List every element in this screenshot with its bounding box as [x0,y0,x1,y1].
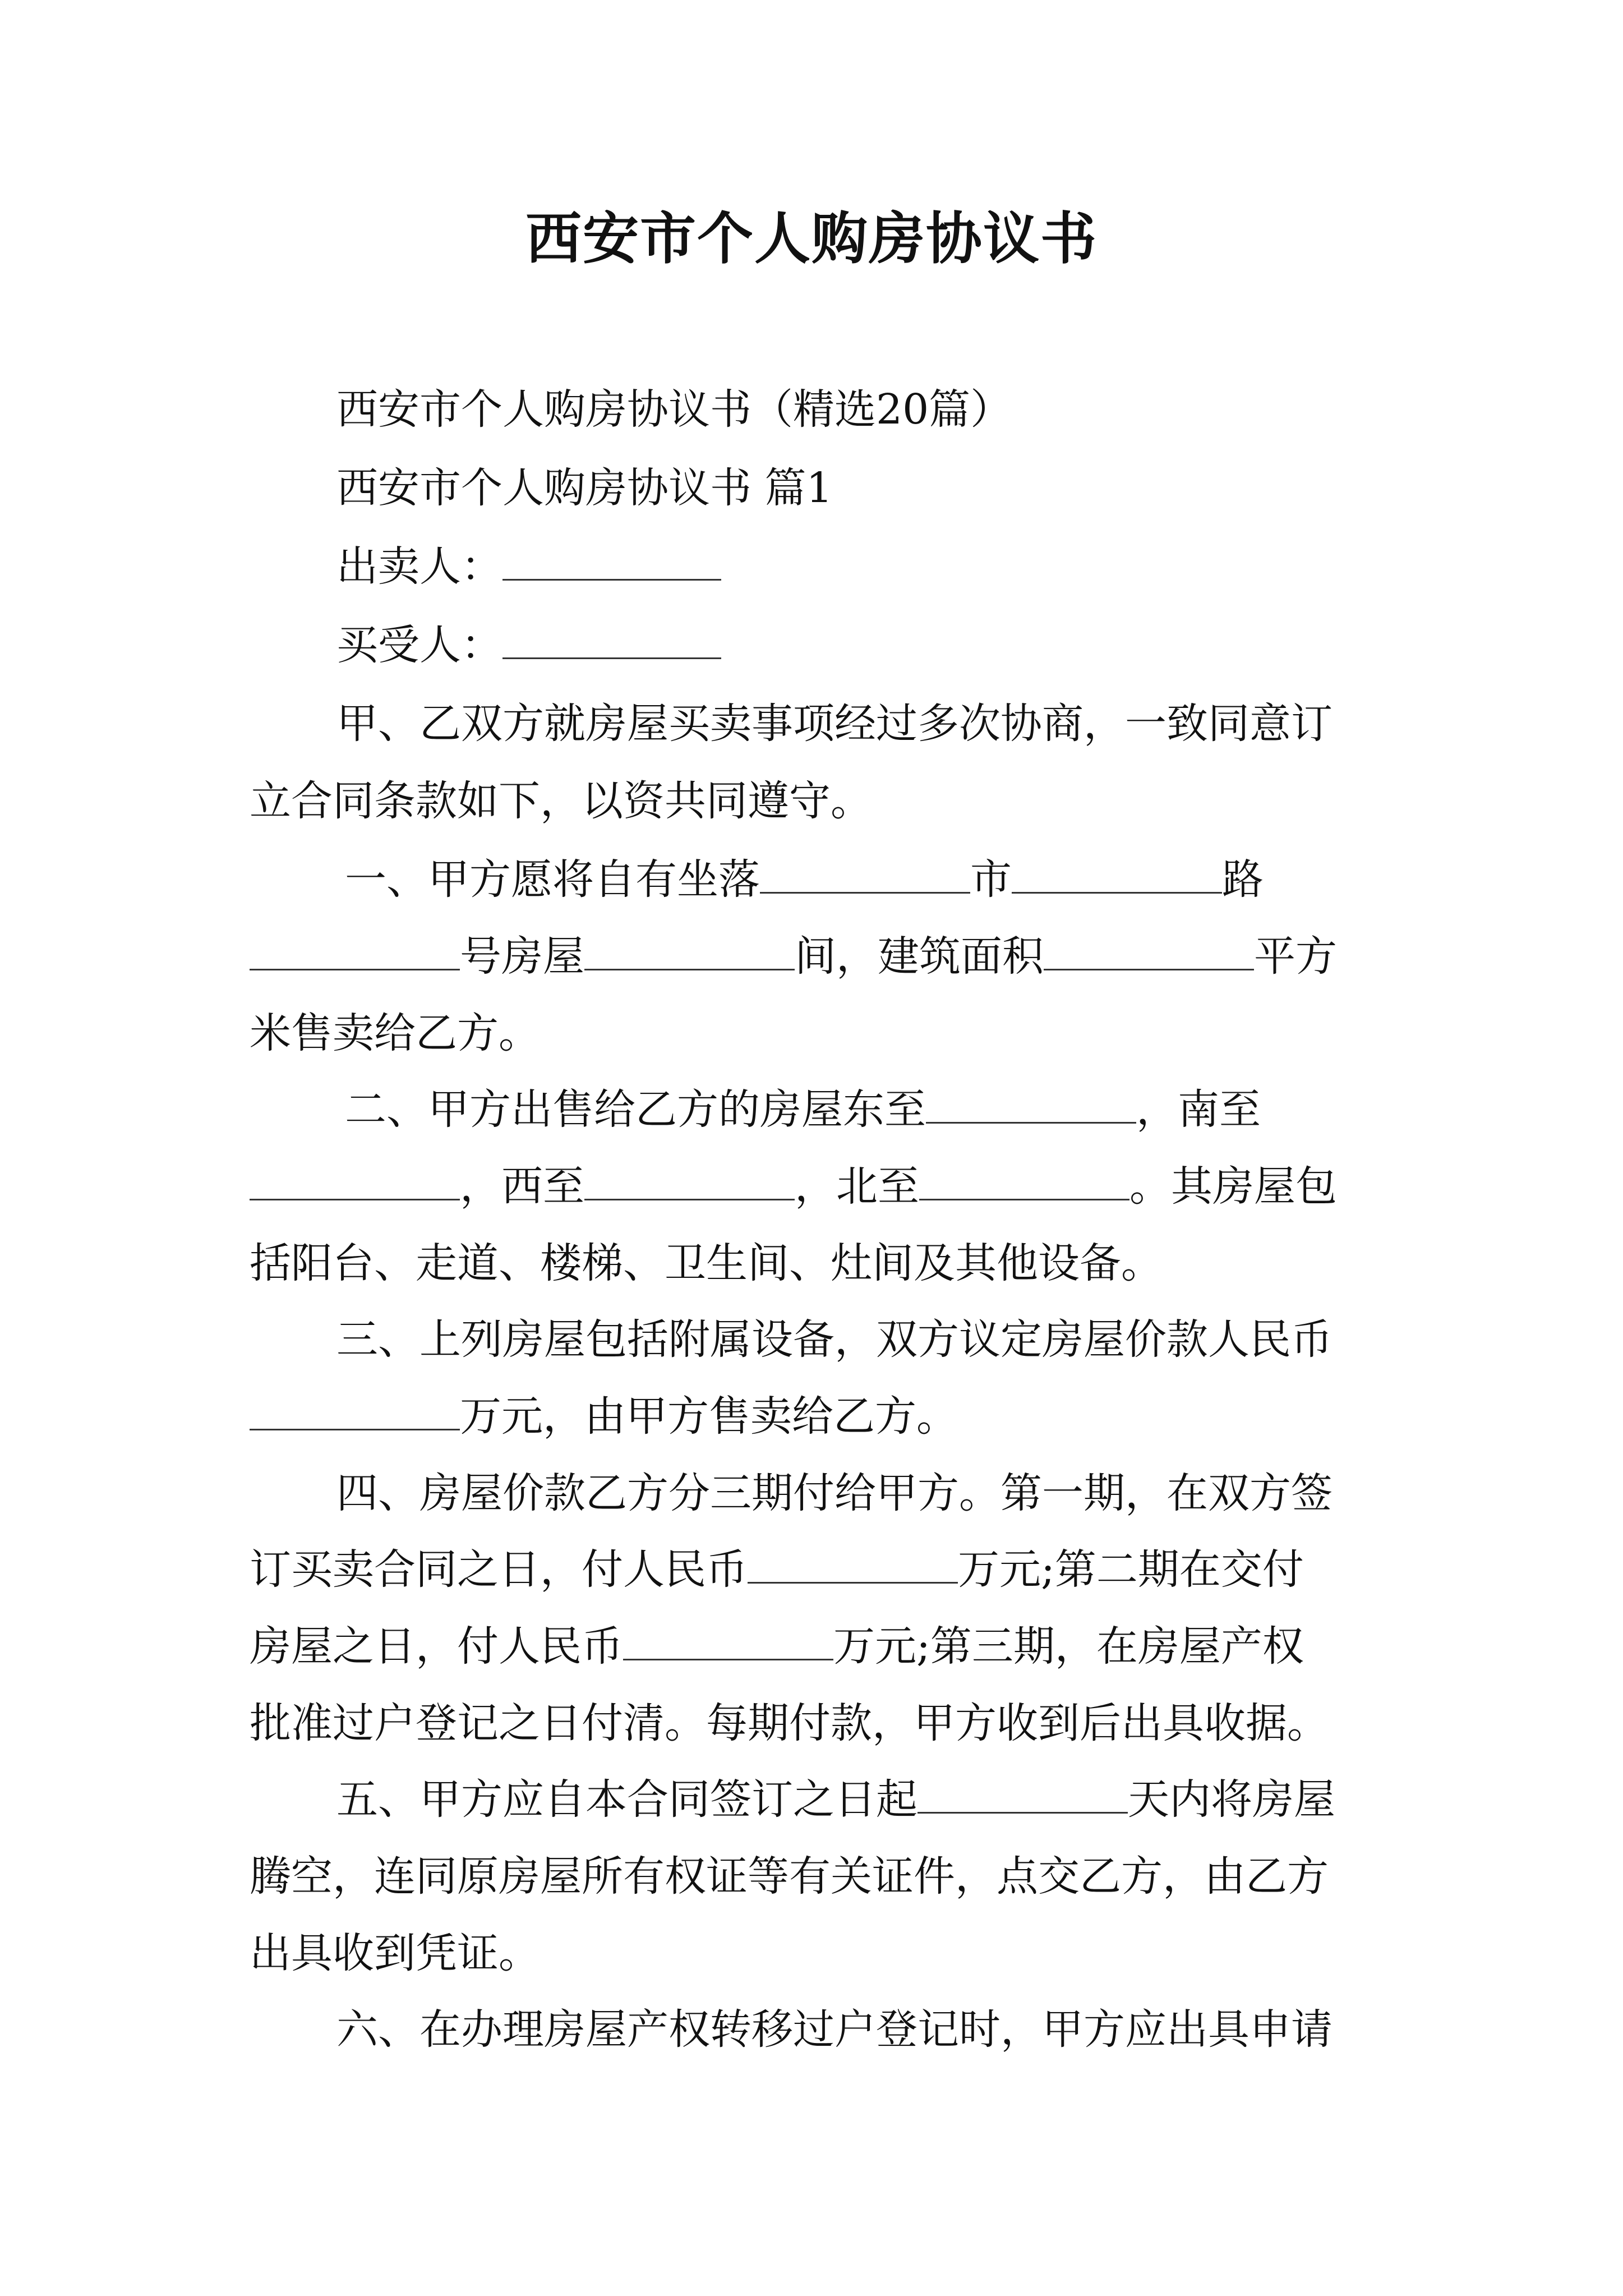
clause-text: 房屋之日，付人民币 [250,1622,623,1671]
clause-text: 市 [970,855,1012,904]
fill-blank [1012,853,1222,894]
clause-1-line [0,852,1623,908]
fill-blank [250,930,460,970]
paragraph-text: 甲、乙双方就房屋买卖事项经过多次协商，一致同意订 [336,700,1332,748]
clause-text: 平方 [1254,932,1337,981]
clause-5-line [0,1848,1623,1904]
paragraph-line [0,696,1623,752]
buyer-line [0,617,1623,673]
seller-label: 出卖人： [336,542,502,591]
fill-blank [926,1083,1136,1124]
clause-text: 号房屋 [460,932,584,981]
document-title: 西安市个人购房协议书 [525,205,1098,272]
clause-4-line [0,1695,1623,1751]
clause-2-line [0,1082,1623,1138]
clause-text: 订买卖合同之日，付人民币 [250,1545,748,1594]
fill-blank [760,853,970,894]
clause-text: 腾空，连同原房屋所有权证等有关证件，点交乙方，由乙方 [250,1852,1329,1901]
clause-text: 路 [1222,855,1264,904]
clause-text: 出具收到凭证。 [250,1929,540,1977]
clause-text: 一、甲方愿将自有坐落 [345,855,760,904]
clause-5-line [0,1925,1623,1981]
fill-blank [1044,930,1254,970]
subtitle-text: 西安市个人购房协议书（精选20篇） [336,385,1012,434]
clause-1-line [0,928,1623,984]
clause-5-line [0,1772,1623,1828]
fill-blank [250,1159,460,1200]
clause-text: ，南至 [1136,1085,1261,1134]
clause-text: 二、甲方出售给乙方的房屋东至 [345,1085,926,1134]
fill-blank [919,1159,1129,1200]
clause-text: 万元，由甲方售卖给乙方。 [460,1392,958,1441]
clause-text: 间，建筑面积 [795,932,1044,981]
fill-blank [623,1619,833,1660]
clause-text: 米售卖给乙方。 [250,1009,540,1057]
clause-4-line [0,1465,1623,1521]
clause-text: ，北至 [795,1162,919,1211]
clause-6-line [0,2001,1623,2058]
clause-text: 批准过户登记之日付清。每期付款，甲方收到后出具收据。 [250,1699,1329,1747]
paragraph-line [0,773,1623,829]
clause-text: 万元;第三期，在房屋产权 [833,1622,1304,1671]
paragraph-text: 立合同条款如下，以资共同遵守。 [250,777,872,825]
clause-text: ，西至 [460,1162,584,1211]
clause-text: 万元;第二期在交付 [958,1545,1304,1594]
clause-2-line [0,1158,1623,1214]
clause-text: 天内将房屋 [1128,1775,1335,1824]
fill-blank [748,1543,958,1584]
buyer-label: 买受人： [336,621,502,669]
subtitle-line [0,381,1623,438]
clause-text: 括阳台、走道、楼梯、卫生间、灶间及其他设备。 [250,1239,1163,1287]
clause-1-line [0,1005,1623,1061]
clause-text: 。其房屋包 [1129,1162,1337,1211]
buyer-blank [502,618,721,659]
clause-text: 四、房屋价款乙方分三期付给甲方。第一期，在双方签 [336,1469,1332,1517]
clause-3-line [0,1388,1623,1444]
seller-blank [502,540,721,581]
clause-text: 五、甲方应自本合同签订之日起 [336,1775,917,1824]
clause-3-line [0,1312,1623,1368]
clause-text: 六、在办理房屋产权转移过户登记时，甲方应出具申请 [336,2005,1332,2054]
clause-4-line [0,1618,1623,1674]
fill-blank [917,1773,1128,1814]
fill-blank [584,1159,795,1200]
fill-blank [584,930,795,970]
section-heading [0,460,1623,516]
seller-line [0,539,1623,595]
clause-text: 三、上列房屋包括附属设备，双方议定房屋价款人民币 [336,1315,1332,1364]
clause-2-line [0,1235,1623,1291]
section-heading-text: 西安市个人购房协议书 篇1 [336,464,833,512]
fill-blank [250,1389,460,1430]
clause-4-line [0,1542,1623,1598]
